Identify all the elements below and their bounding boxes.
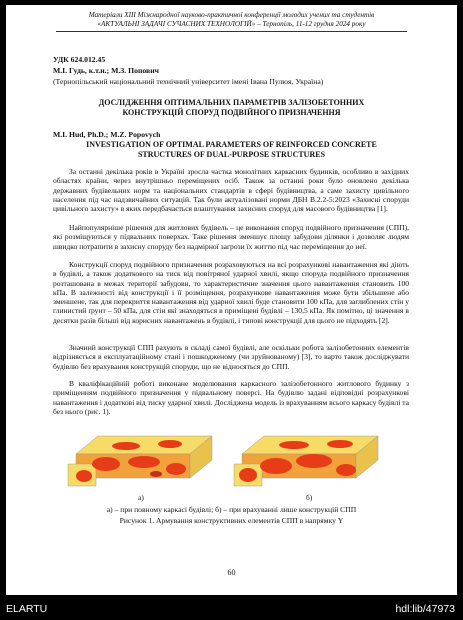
paragraph-1: За останні декілька років в Україні зросла частка монолітних каркасних будинків, особливо в західних областях країни, через внутрішньо переміщених осіб. Також за останні роки було оновлено декілька державних будівельних норм та національних стандартів в сфері будівництва, а саме захисту цивільного населення під час надзвичайних ситуацій. Так були актуалізовані норми ДБН В.2.2-5:2023 «Захисні споруди цивільного захисту» в яких передбачається влаштування захисних споруд для масового будівництва [1]. bbox=[53, 167, 409, 213]
header-rule bbox=[56, 31, 407, 32]
figure-b-reinforcement-model bbox=[232, 414, 380, 492]
affiliation: (Тернопільський національний технічний університет імені Івана Пулюя, Україна) bbox=[53, 77, 324, 86]
paragraph-3: Конструкції споруд подвійного призначення розраховуються на всі розрахункові навантаження які діють в будівлі, а також додаткового на тиск від повітряної ударної хвилі, якщо споруда подвійного призначення розташована в межах території забудови, то характеристичне значення цього навантаження становить 100 кПа. В залежності від конструкції і її розміщення, розрахункове навантаження може бути збільшене або зменшене, так для перекриття навантаження від ударної хвилі буде становити 100 кПа, для заглиблених стін у глинистий ґрунт – 50 кПа, для стін які знаходяться в приміщені будівлі – 130,5 кПа. Як помітно, ці значення в десятки разів більші від корисних навантажень в будівлі, і типові конструкції для цього не підходять [2]. bbox=[53, 260, 409, 325]
handle-id: hdl:lib/47973 bbox=[395, 603, 455, 615]
title-ua-line2: КОНСТРУКЦІЙ СПОРУД ПОДВІЙНОГО ПРИЗНАЧЕННЯ bbox=[122, 108, 341, 117]
figure-subcaption: а) – при повному каркасі будівлі; б) – при врахуванні лише конструкцій СПП bbox=[106, 505, 357, 514]
figure-a-label: а) bbox=[138, 493, 144, 502]
figure-a-reinforcement-model bbox=[66, 414, 214, 492]
figure-caption: Рисунок 1. Армування конструктивних елементів СПП в напрямку Y bbox=[119, 516, 344, 525]
udk-code: УДК 624.012.45 bbox=[53, 55, 106, 64]
page-number: 60 bbox=[227, 568, 236, 577]
paragraph-4: Значний конструкції СПП рахують в складі самої будівлі, але оскільки робота залізобетонних елементів відрізняється в експлуатаційному стані і пошкодженому (чи зруйнованому) [3], то варто також досліджувати будівлю без врахування конструкцій споруди, що не відносяться до СПП. bbox=[53, 343, 409, 371]
paragraph-2: Найпопулярніше рішення для житлових будівель – це виконання споруд подвійного призначення (СПП), які розміщуються у підвальних поверхах. Таке рішення зменшує площу забудови ділянки і дозволяє людям швидко потрапити в захисну споруду без надмірної загрози їх життю під час переміщення до неї. bbox=[53, 223, 409, 251]
conference-header-line2: «АКТУАЛЬНІ ЗАДАЧІ СУЧАСНИХ ТЕХНОЛОГІЙ» – Тернопіль, 11-12 грудня 2024 року bbox=[97, 20, 366, 28]
figure-b-label: б) bbox=[306, 493, 313, 502]
authors-en: M.I. Hud, Ph.D.; M.Z. Popovych bbox=[53, 130, 161, 139]
paragraph-5: В кваліфікаційній роботі виконане моделювання каркасного залізобетонного житлового будинку з приміщенням подвійного призначення у підвальному поверсі. На будівлю задані відповідні розрахункові навантаження і додаткові від тиску ударної хвилі. Досліджена модель із врахуванням всього каркасу будівлі та без нього (рис. 1). bbox=[53, 379, 409, 416]
repository-name: ELARTU bbox=[6, 603, 48, 615]
title-ua-line1: ДОСЛІДЖЕННЯ ОПТИМАЛЬНИХ ПАРАМЕТРІВ ЗАЛІЗОБЕТОННИХ bbox=[98, 98, 365, 107]
conference-header-line1: Матеріали XIII Міжнародної науково-практичної конференції молодих учених та студентів bbox=[88, 11, 375, 19]
repository-footer bbox=[0, 595, 463, 620]
authors-ua: М.І. Гудь, к.т.н.; М.З. Попович bbox=[53, 66, 159, 75]
document-page bbox=[6, 5, 457, 595]
title-en-line2: STRUCTURES OF DUAL-PURPOSE STRUCTURES bbox=[137, 150, 326, 159]
title-en-line1: INVESTIGATION OF OPTIMAL PARAMETERS OF REINFORCED CONCRETE bbox=[86, 140, 377, 149]
